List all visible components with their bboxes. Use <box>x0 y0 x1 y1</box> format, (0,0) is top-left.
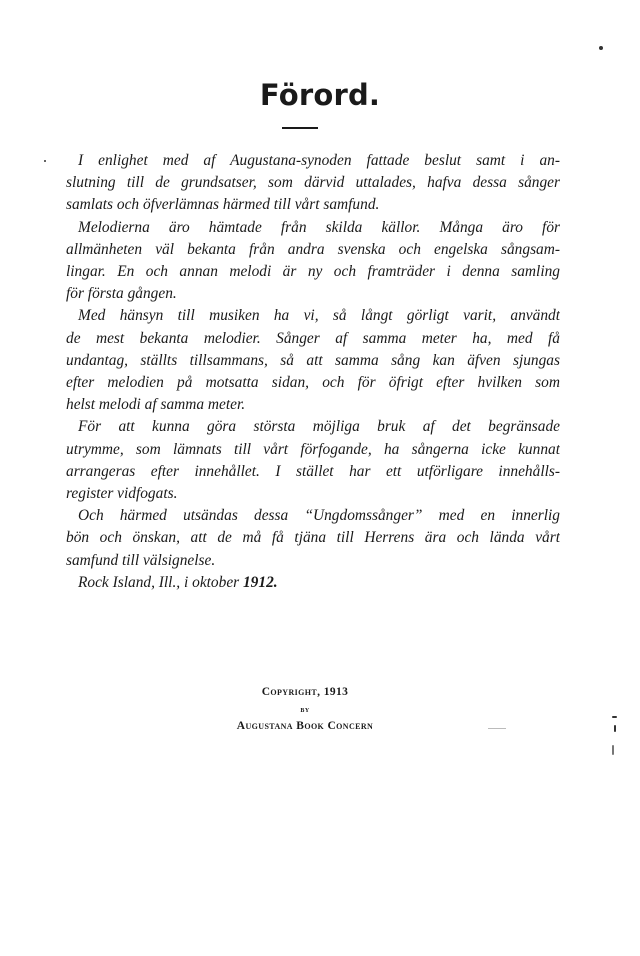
publisher-name: Augustana Book Concern <box>236 720 374 732</box>
text-line: för första gången. <box>66 285 177 303</box>
text-line: utrymme, som lämnats till vårt förfogande, ha sångerna icke kunnat <box>66 440 560 458</box>
text-line: undantag, ställts tillsammans, så att samma sång kan äfven sjungas <box>66 351 560 369</box>
text-line: Och härmed utsändas dessa “Ungdomssånger” med en innerlig <box>78 507 560 525</box>
text-line: Melodierna äro hämtade från skilda källor. Många äro för <box>78 218 560 236</box>
text-line: register vidfogats. <box>66 485 178 503</box>
scan-speck <box>614 725 616 732</box>
title-rule <box>282 127 318 129</box>
text-line: I enlighet med af Augustana-synoden fattade beslut samt i an- <box>78 152 560 169</box>
scan-speck <box>44 160 46 162</box>
text-line: bön och önskan, att de må få tjäna till Herrens ära och lända vårt <box>66 529 560 547</box>
scan-speck <box>488 728 506 729</box>
text-line: de mest bekanta melodier. Sånger af samma meter ha, med få <box>66 329 560 347</box>
text-line: lingar. En och annan melodi är ny och framträder i denna samling <box>66 263 560 281</box>
copyright-line: Copyright, 1913 <box>261 686 349 698</box>
scan-speck <box>612 716 617 718</box>
text-line: allmänheten väl bekanta från andra svenska och engelska sångsam- <box>66 240 560 258</box>
place-date-line: Rock Island, Ill., i oktober 1912. <box>78 573 278 591</box>
year-text: 1912. <box>242 573 278 591</box>
text-line: arrangeras efter innehållet. I stället har ett utförligare innehålls- <box>66 462 560 480</box>
copyright-notice <box>0 684 610 735</box>
scan-speck <box>599 46 603 50</box>
text-line: helst melodi af samma meter. <box>66 396 246 414</box>
text-line: efter melodien på motsatta sidan, och för öfrigt efter hvilken som <box>66 374 560 392</box>
text-line: Med hänsyn till musiken ha vi, så långt görligt varit, användt <box>78 307 560 325</box>
copyright-by: by <box>300 704 310 714</box>
preface-text <box>66 150 560 594</box>
text-line: samfund till välsignelse. <box>66 551 216 569</box>
text-line: För att kunna göra största möjliga bruk af det begränsade <box>78 418 560 436</box>
page-title: Förord. <box>259 78 381 112</box>
text-line: slutning till de grundsatser, som därvid uttalades, hafva dessa sånger <box>66 174 560 192</box>
text-line: samlats och öfverlämnas härmed till vårt samfund. <box>66 196 380 214</box>
scan-speck <box>612 745 614 755</box>
